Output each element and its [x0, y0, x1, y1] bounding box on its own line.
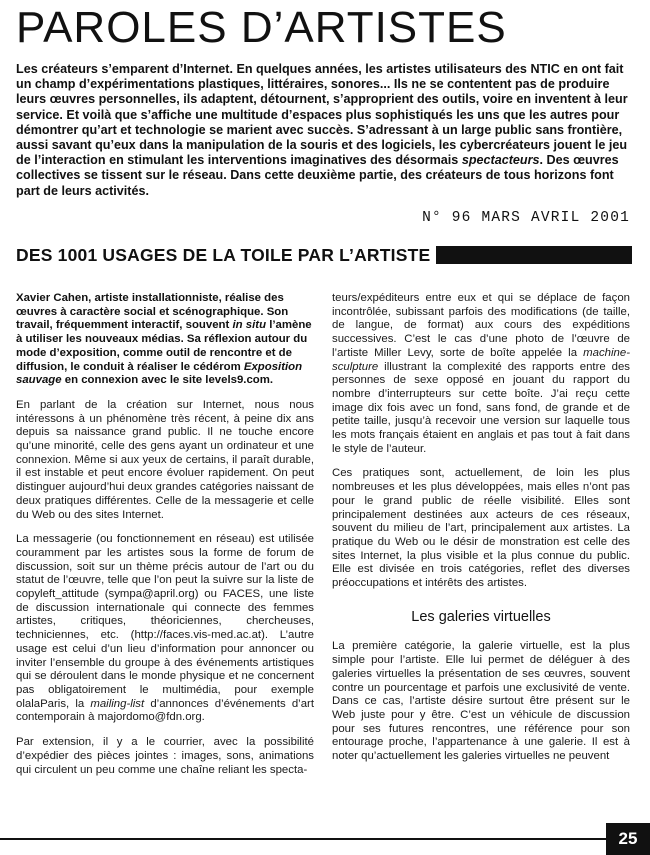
body-emphasis: machine-sculpture: [332, 346, 630, 373]
lead-text-3: en connexion avec le site levels9.com.: [61, 374, 274, 387]
footer-rule: [0, 838, 606, 840]
body-text: La messagerie (ou fonctionnement en réseau) est utilisée couramment par les artistes sous la forme de forum de discussion, soit sur un thème précis autour de l’art ou du statut de l’œuvre, telle que l’on peut la suivre sur la liste de copyleft_attitude (sympa@april.org) ou FACES, une liste de discussion internationale qui connecte des femmes artistes, critiques, théoriciennes, chercheuses, techniciennes, etc. (http://faces.vis-med.ac.at). L’autre usage est celui d’un lieu d’information pour annoncer ou inviter l’ensemble du groupe à des événements artistiques qui se déroulent dans le monde physique et ne concernent pas obligatoirement le multimédia, pour exemple olalaParis, la: [16, 533, 314, 710]
lead-text-1: Xavier Cahen, artiste installationniste, réalise des œuvres à caractère social et scénographique. Son travail, fréquemment interactif, souvent: [16, 292, 289, 332]
body-text: illustrant la complexité des rapports entre des personnes de sexe opposé en jouant du rapport du nombre d’interrupteurs sur cette boîte. J’ai reçu cette image dix fois avec un fond, sans fond, de grande et de petite taille, jusqu’à recevoir une version sur laquelle tous les mots français étaient en anglais et pas tout à fait dans le style de l’auteur.: [332, 360, 630, 455]
intro-paragraph: [16, 62, 634, 199]
intro-text-1: Les créateurs s’emparent d’Internet. En quelques années, les artistes utilisateurs des NTIC en ont fait un champ d’expérimentations plastiques, littéraires, sonores... Ils ne se contentent pas de produire leurs œuvres personnelles, ils adaptent, détournent, s’approprient des outils, voire en inventent à leur service. Et voilà que s’affiche une multitude d’espaces plus sophistiqués les uns que les autres pour démontrer qu’art et technologie se marient avec succès. S’adressant à un large public sans frontière, aussi savant qu’eux dans la manipulation de la souris et des logiciels, les cybercréateurs jouent le jeu de l’interaction en stimulant les interventions imaginatives des désormais: [16, 62, 628, 168]
page-title: PAROLES D’ARTISTES: [16, 3, 507, 52]
lead-emphasis-2: Exposition sauvage: [16, 360, 303, 387]
body-text: d’annonces d’événements d’art contemporain à majordomo@fdn.org.: [16, 697, 314, 724]
body-paragraph: En parlant de la création sur Internet, nous nous intéressons à un phénomène très récent, à peine dix ans depuis sa naissance grand public. Il ne touche encore qu’une minorité, celle des gens ayant un ordinateur et une connexion. Même si aux yeux de certains, il paraît durable, il est instable et peut encore évoluer rapidement. On peut distinguer aujourd’hui deux grandes catégories naissant de deux pratiques différentes. Celle de la messagerie et celle du Web ou des sites Internet.: [16, 398, 314, 521]
section-heading-text: DES 1001 USAGES DE LA TOILE PAR L’ARTISTE: [16, 244, 431, 265]
intro-emphasis: spectacteurs: [461, 153, 540, 168]
subheading: Les galeries virtuelles: [411, 608, 551, 625]
body-text: teurs/expéditeurs entre eux et qui se déplace de façon incontrôlée, subissant parfois des modifications (de taille, de langue, de format) aux cours des expéditions successives. C’est le cas d’une photo de l’œuvre de l’artiste Miller Levy, sorte de boîte appelée la: [332, 292, 630, 359]
author-lead: [16, 292, 314, 388]
body-paragraph: [332, 292, 630, 456]
body-paragraph: Par extension, il y a le courrier, avec la possibilité d’expédier des pièces jointes : images, sons, animations qui circulent un peu comme une chaîne reliant les specta-: [16, 736, 314, 776]
body-paragraph: Ces pratiques sont, actuellement, de loin les plus nombreuses et les plus développées, mais elles n’ont pas pour le grand public de réelle visibilité. Elles sont principalement destinées aux acteurs de ces réseaux, souvent du milieu de l’art, principalement aux artistes. La pratique du Web ou le désir de monstration est celle des sites Internet, la plus visible et la plus connue du public. Elle est divisée en trois catégories, reflet des diverses préoccupations et intérêts des artistes.: [332, 467, 630, 590]
lead-emphasis-1: in situ: [232, 319, 267, 332]
heading-bar: [436, 246, 632, 264]
page-number: 25: [606, 823, 650, 855]
lead-text-2: l’amène à utiliser les nouveaux médias. Sa réflexion autour du mode d’exposition, comme outil de rencontre et de diffusion, le conduit à réaliser le cédérom: [16, 319, 312, 373]
body-emphasis: mailing-list: [90, 697, 145, 710]
left-column: [16, 292, 314, 788]
intro-text-2: . Des œuvres collectives se tissent sur le réseau. Dans cette deuxième partie, des créateurs de tous horizons font part de leurs activités.: [16, 153, 619, 198]
right-column: [332, 292, 630, 775]
body-paragraph: [16, 533, 314, 725]
issue-reference: N° 96 MARS AVRIL 2001: [422, 210, 630, 226]
body-paragraph: La première catégorie, la galerie virtuelle, est la plus simple pour l’artiste. Elle lui permet de déléguer à des galeries virtuelles la présentation de ses œuvres, souvent contre un pourcentage et parfois une exclusivité de vente. Dans ce cas, l’artiste désire surtout être présent sur le Web juste pour y être. C’est un véhicule de discussion pour ses futures rencontres, une référence pour son entourage proche, l’appartenance à une galerie. Il est à noter qu’actuellement les galeries virtuelles ne peuvent: [332, 640, 630, 763]
section-heading: [16, 244, 632, 266]
